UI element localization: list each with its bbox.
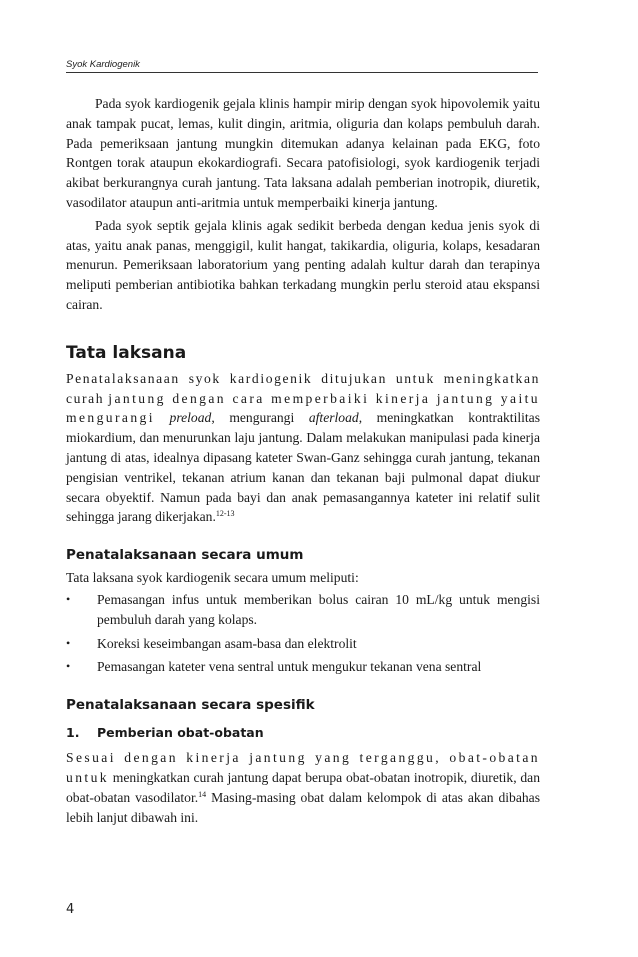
tata-laksana-mid: , mengurangi — [211, 410, 309, 426]
tata-laksana-rest: , meningkatkan kontraktilitas miokardium, dan menurunkan laju jantung. Dalam melakukan manipulasi pada kinerja jantung di atas, idealnya dipasang kateter Swan-Ganz sehingga curah jantung, tekanan pengisian ventrikel, tekanan atrium kanan dan tekanan baji pulmonal dapat diukur secara obyektif. Namun pada bayi dan anak pemasangannya kateter ini relatif sulit sehingga jarang dikerjakan. — [66, 410, 541, 525]
tata-laksana-paragraph — [66, 369, 540, 527]
bullet-icon: • — [66, 591, 71, 606]
page-body — [66, 94, 540, 827]
spesifik-line-1: Sesuai dengan kinerja jantung yang terganggu, obat-obatan untuk — [66, 750, 540, 785]
list-item — [66, 590, 540, 630]
term-preload: preload — [169, 410, 212, 426]
numbered-heading-title: Pemberian obat-obatan — [97, 725, 264, 741]
umum-intro: Tata laksana syok kardiogenik secara umum meliputi: — [66, 570, 359, 586]
spesifik-paragraph — [66, 748, 540, 827]
intro-paragraph-2: Pada syok septik gejala klinis agak sedikit berbeda dengan kedua jenis syok di atas, yaitu anak panas, menggigil, kulit hangat, takikardia, oliguria, kolaps, kesadaran menurun. Pemeriksaan laboratorium yang penting adalah kultur darah dan terapinya meliputi pemberian antibiotika bahkan terkadang mungkin perlu steroid atau ekspansi cairan. — [66, 217, 540, 312]
bullet-icon: • — [66, 635, 71, 650]
list-item-text: Pemasangan kateter vena sentral untuk mengukur tekanan vena sentral — [97, 659, 482, 675]
numbered-heading-number: 1. — [66, 725, 80, 741]
subsection-heading-umum: Penatalaksanaan secara umum — [66, 547, 304, 564]
tata-laksana-line-1: Penatalaksanaan syok kardiogenik ditujukan untuk meningkatkan curah — [66, 370, 540, 406]
list-item-text: Pemasangan infus untuk memberikan bolus cairan 10 mL/kg untuk mengisi pembuluh darah yang kolaps. — [97, 591, 540, 627]
bullet-icon: • — [66, 659, 71, 674]
list-item-text: Koreksi keseimbangan asam-basa dan elektrolit — [97, 635, 357, 651]
term-afterload: afterload — [308, 410, 359, 426]
umum-list — [66, 590, 540, 677]
intro-paragraph-1: Pada syok kardiogenik gejala klinis hampir mirip dengan syok hipovolemik yaitu anak tampak pucat, lemas, kulit dingin, aritmia, oliguria dan kolaps pembuluh darah. Pada pemeriksaan jantung mungkin ditemukan adanya kelainan pada EKG, foto Rontgen torak ataupun ekokardiografi. Secara patofisiologi, syok kardiogenik terjadi akibat berkurangnya curah jantung. Tata laksana adalah pemberian inotropik, diuretik, vasodilator ataupun anti-aritmia untuk memperbaiki kinerja jantung. — [66, 96, 540, 210]
reference-superscript: 14 — [198, 789, 207, 799]
page-number: 4 — [66, 902, 75, 917]
spesifik-part-2: Masing-masing obat dalam kelompok di atas akan dibahas lebih lanjut dibawah ini. — [66, 789, 540, 825]
running-header: Syok Kardiogenik — [66, 59, 140, 70]
header-divider — [66, 72, 538, 73]
numbered-heading — [66, 724, 540, 742]
reference-superscript: 12-13 — [215, 509, 235, 519]
subsection-heading-spesifik: Penatalaksanaan secara spesifik — [66, 697, 315, 714]
list-item — [66, 657, 540, 677]
spesifik-part-1: meningkatkan curah jantung dapat berupa obat-obatan inotropik, diuretik, dan obat-obatan vasodilator. — [66, 769, 541, 805]
list-item — [66, 634, 540, 654]
tata-laksana-line-2: jantung dengan cara memperbaiki kinerja jantung yaitu mengurangi — [66, 390, 540, 426]
section-heading-tata-laksana: Tata laksana — [66, 342, 187, 363]
